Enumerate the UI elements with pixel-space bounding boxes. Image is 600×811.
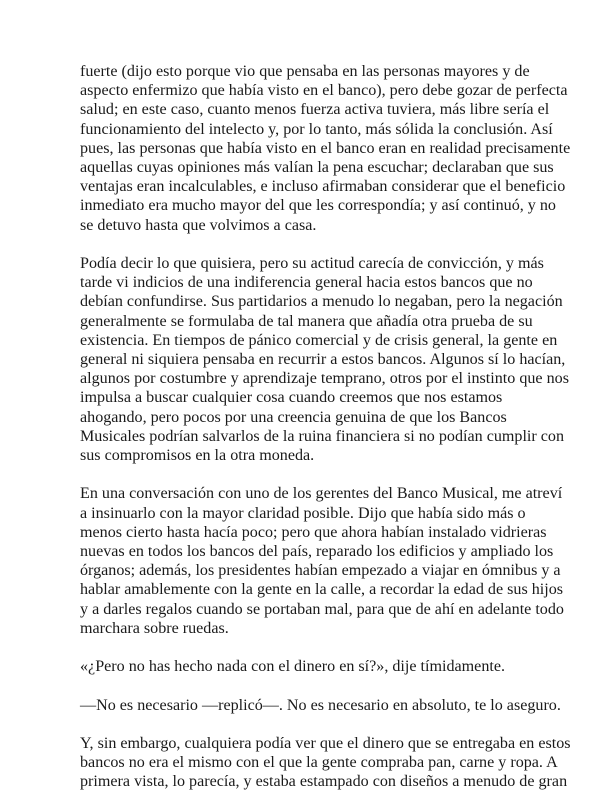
text-line: a insinuarlo con la mayor claridad posible. Dijo que había sido más o <box>80 504 526 522</box>
text-line: primera vista, lo parecía, y estaba estampado con diseños a menudo de gran <box>80 773 568 791</box>
text-line: general ni siquiera pensaba en recurrir a estos bancos. Algunos sí lo hacían, <box>80 351 566 369</box>
text-line: —No es necesario —replicó—. No es necesario en absoluto, te lo aseguro. <box>80 696 561 714</box>
text-line: fuerte (dijo esto porque vio que pensaba en las personas mayores y de <box>80 63 530 80</box>
text-line: Podía decir lo que quisiera, pero su actitud carecía de convicción, y más <box>80 255 544 273</box>
paragraph-4 <box>80 657 527 676</box>
text-line: sus compromisos en la otra moneda. <box>80 447 315 465</box>
text-line: En una conversación con uno de los gerentes del Banco Musical, me atreví <box>80 485 563 503</box>
text-line: nuevas en todos los bancos del país, reparado los edificios y ampliado los <box>80 543 554 561</box>
text-line: generalmente se formulaba de tal manera que añadía otra prueba de su <box>80 312 533 330</box>
text-line: impulsa a buscar cualquier cosa cuando creemos que nos estamos <box>80 389 503 407</box>
paragraph-5 <box>80 696 561 715</box>
paragraph-1 <box>80 62 571 235</box>
text-line: ventajas eran incalculables, e incluso afirmaban considerar que el beneficio <box>80 178 566 196</box>
text-line: «¿Pero no has hecho nada con el dinero en sí?», dije tímidamente. <box>80 658 506 676</box>
text-line: tarde vi indicios de una indiferencia general hacia estos bancos que no <box>80 274 533 292</box>
text-line: ahogando, pero pocos por una creencia genuina de que los Bancos <box>80 408 507 426</box>
paragraph-2 <box>80 254 569 465</box>
text-line: salud; en este caso, cuanto menos fuerza activa tuviera, más libre sería el <box>80 101 550 119</box>
text-line: debían confundirse. Sus partidarios a menudo lo negaban, pero la negación <box>80 293 563 311</box>
paragraph-6 <box>80 734 571 792</box>
text-line: hablar amablemente con la gente en la calle, a recordar la edad de sus hijos <box>80 581 564 599</box>
text-line: menos cierto hasta hacía poco; pero que ahora habían instalado vidrieras <box>80 523 547 541</box>
document-page <box>80 62 571 811</box>
text-line: pues, las personas que había visto en el banco eran en realidad precisamente <box>80 139 571 157</box>
text-line: funcionamiento del intelecto y, por lo tanto, más sólida la conclusión. Así <box>80 120 553 138</box>
text-line: Musicales podrían salvarlos de la ruina financiera si no podían cumplir con <box>80 427 565 445</box>
text-line: algunos por costumbre y aprendizaje temprano, otros por el instinto que nos <box>80 370 569 388</box>
text-line: inmediato era mucho mayor del que les correspondía; y así continuó, y no <box>80 197 556 215</box>
text-line: Y, sin embargo, cualquiera podía ver que el dinero que se entregaba en estos <box>80 735 571 753</box>
text-line: bancos no era el mismo con el que la gente compraba pan, carne y ropa. A <box>80 754 558 772</box>
text-line: se detuvo hasta que volvimos a casa. <box>80 216 317 234</box>
text-line: órganos; además, los presidentes habían empezado a viajar en ómnibus y a <box>80 562 561 580</box>
text-line: y a darles regalos cuando se portaban mal, para que de ahí en adelante todo <box>80 600 564 618</box>
text-line: marchara sobre ruedas. <box>80 619 229 637</box>
text-line: existencia. En tiempos de pánico comercial y de crisis general, la gente en <box>80 331 558 349</box>
paragraph-3 <box>80 484 564 638</box>
text-line: aquellas cuyas opiniones más valían la pena escuchar; declaraban que sus <box>80 159 554 177</box>
text-line: aspecto enfermizo que había visto en el banco), pero debe gozar de perfecta <box>80 82 568 100</box>
